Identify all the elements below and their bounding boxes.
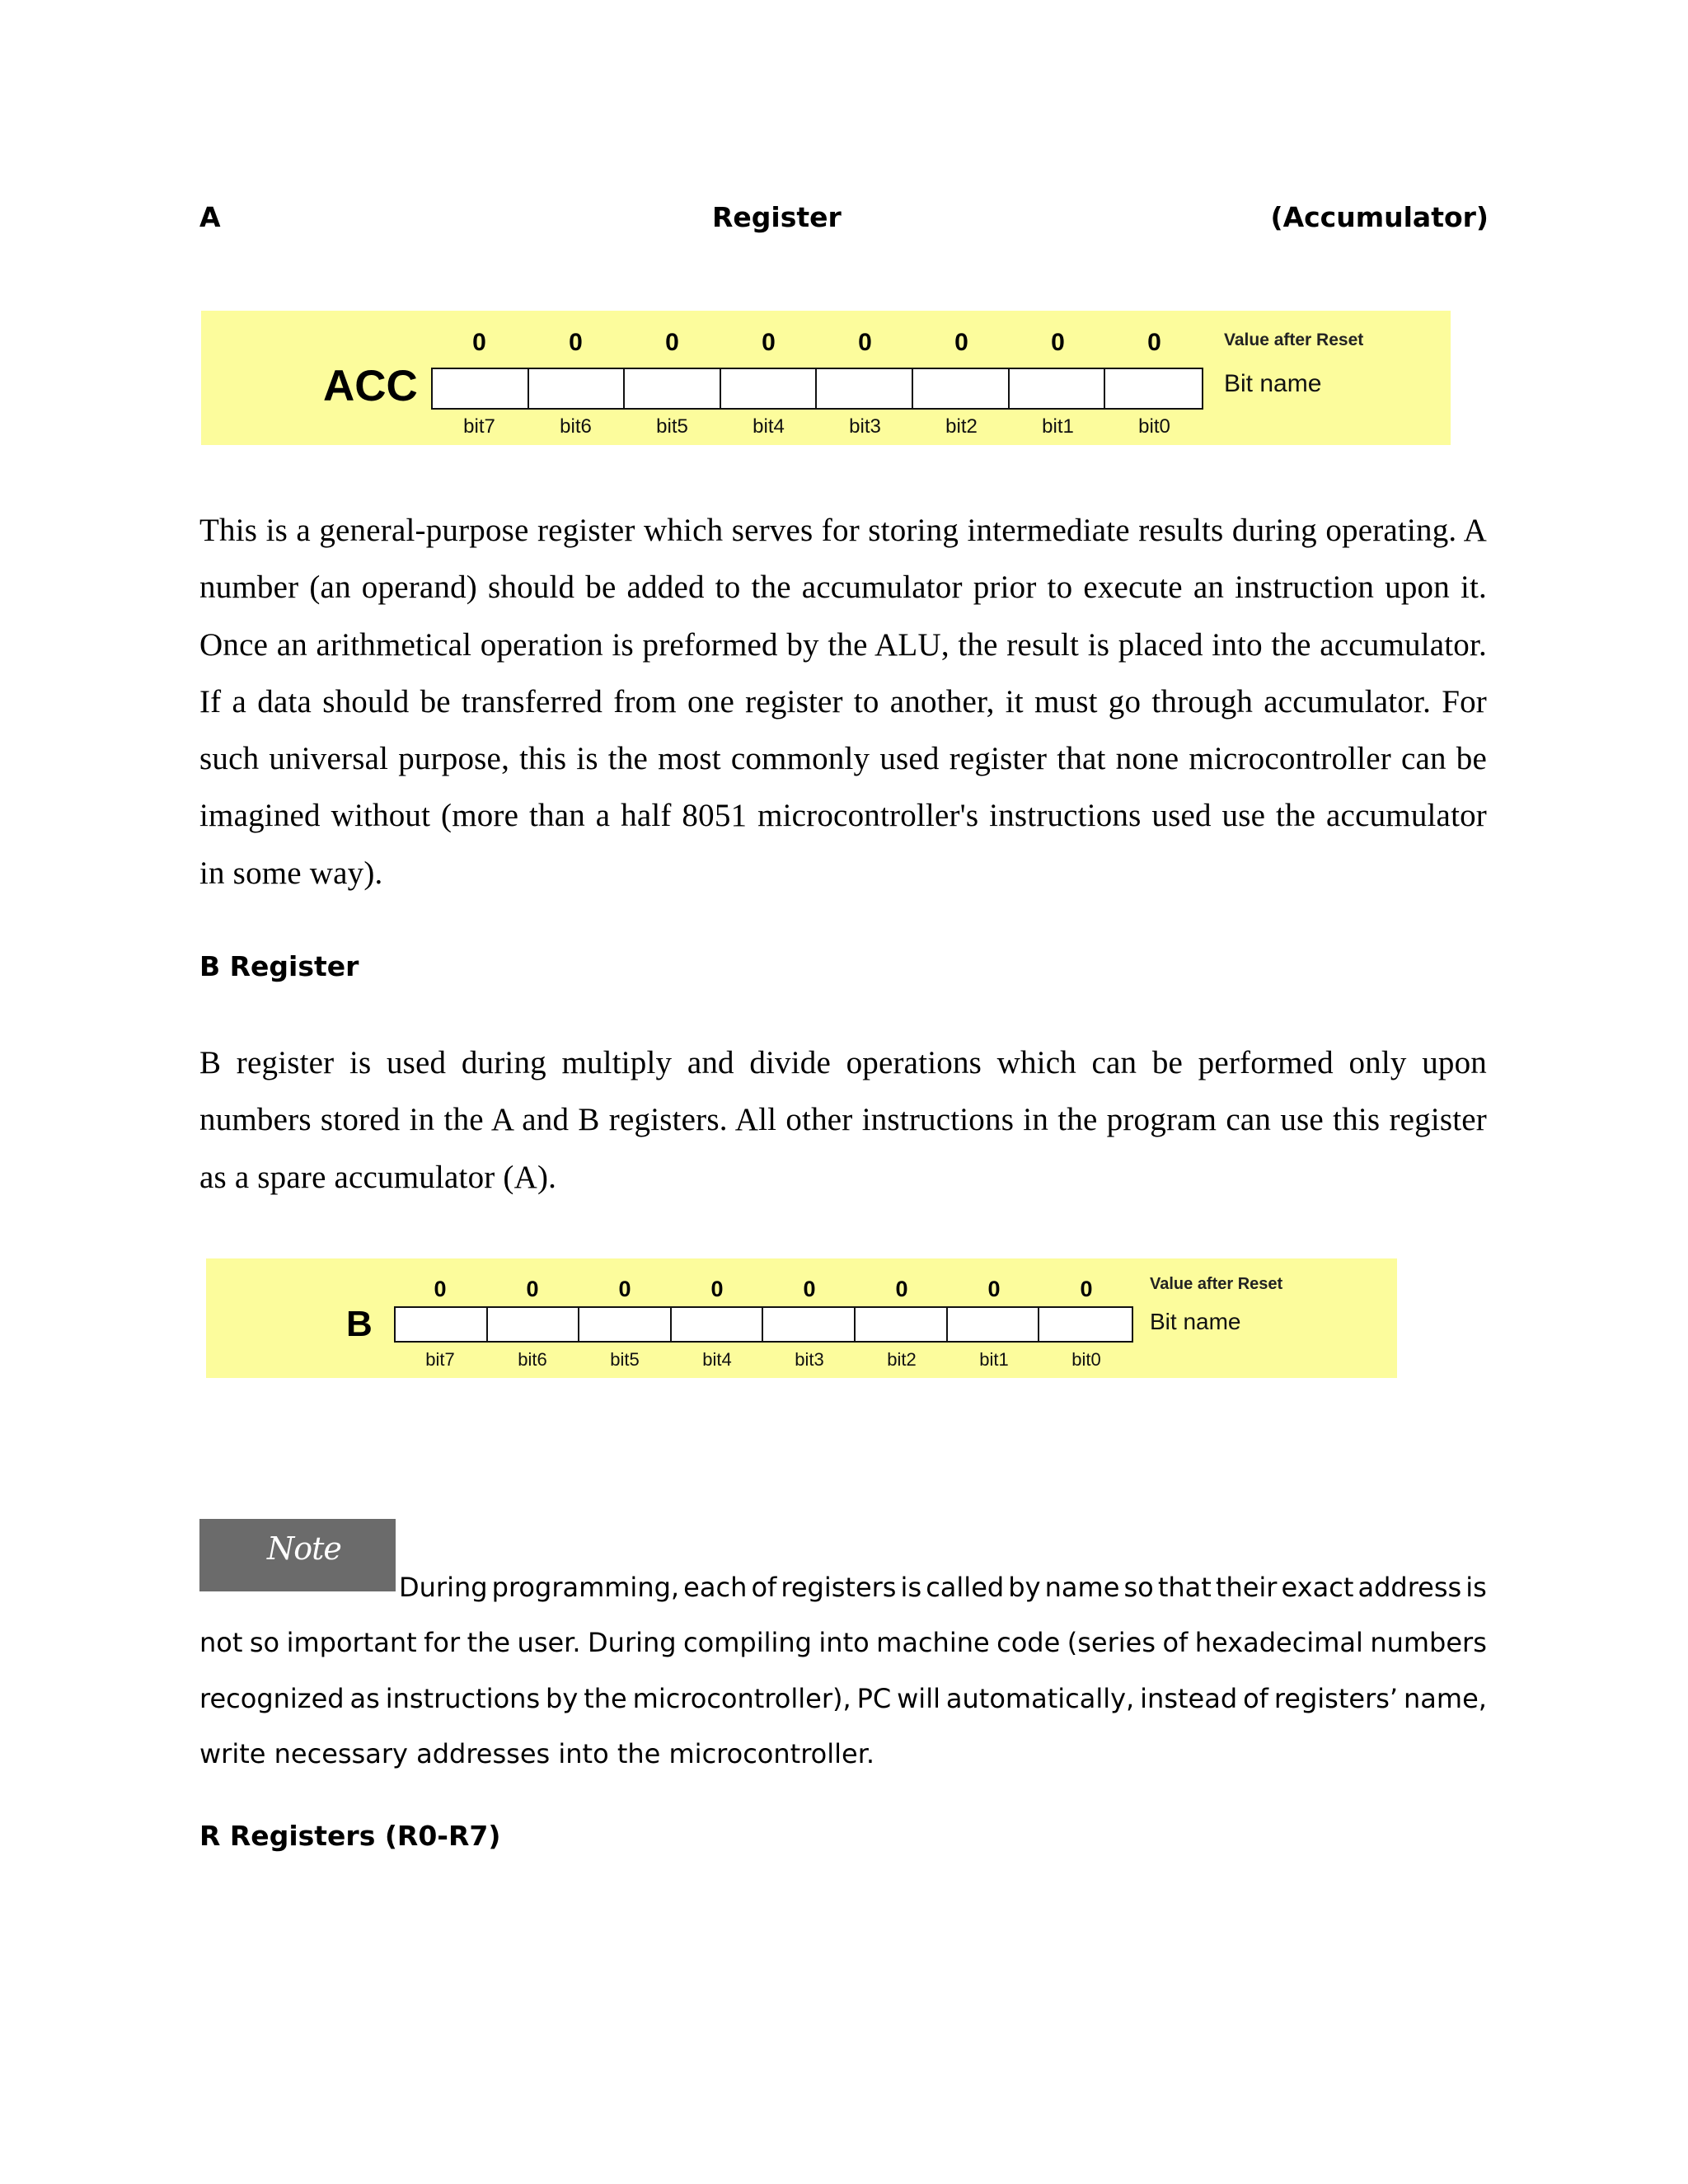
acc-reset-value: 0 (1051, 329, 1065, 356)
b-reset-value: 0 (618, 1277, 631, 1301)
note-badge: Note (199, 1519, 396, 1591)
acc-reset-value: 0 (569, 329, 583, 356)
b-bit-label: bit3 (795, 1349, 824, 1370)
acc-bit-box (721, 369, 818, 408)
acc-register-name: ACC (323, 362, 418, 410)
acc-bit-label: bit3 (849, 415, 881, 438)
acc-reset-value: 0 (472, 329, 486, 356)
acc-bit-box (1105, 369, 1202, 408)
heading-register: Register (712, 201, 842, 233)
acc-value-after-reset-label: Value after Reset (1224, 330, 1364, 349)
note-text-line: During programming, each of registers is called by name so that their exact address is (399, 1572, 1487, 1603)
b-bit-box (579, 1308, 672, 1341)
acc-register-diagram (201, 311, 1451, 445)
b-register-diagram (206, 1258, 1397, 1378)
r-registers-heading: R Registers (R0-R7) (199, 1820, 501, 1852)
b-reset-value: 0 (526, 1277, 539, 1301)
b-bit-name-label: Bit name (1150, 1309, 1241, 1334)
acc-bit-boxes (431, 368, 1203, 410)
acc-reset-values (431, 329, 1203, 357)
note-text-line: write necessary addresses into the microcontroller. (199, 1738, 875, 1769)
b-bit-boxes (394, 1306, 1133, 1343)
b-bit-box (763, 1308, 856, 1341)
acc-bit-box (625, 369, 721, 408)
acc-bit-label: bit7 (463, 415, 495, 438)
b-bit-label: bit0 (1071, 1349, 1101, 1370)
b-bit-label: bit1 (979, 1349, 1009, 1370)
b-register-description: B register is used during multiply and divide operations which can be performed only upon numbers stored in the A and B registers. All other instructions in the program can use this register as a spare accumulator (A). (199, 1045, 1487, 1195)
note-text-line: not so important for the user. During compiling into machine code (series of hexadecimal numbers (199, 1627, 1487, 1658)
b-bit-box (488, 1308, 580, 1341)
b-register-heading: B Register (199, 950, 359, 982)
acc-bit-label: bit0 (1138, 415, 1170, 438)
b-bit-box (948, 1308, 1040, 1341)
b-bit-label: bit5 (610, 1349, 640, 1370)
b-reset-value: 0 (895, 1277, 908, 1301)
acc-reset-value: 0 (858, 329, 872, 356)
heading-accumulator: (Accumulator) (1270, 201, 1489, 233)
b-bit-labels (394, 1348, 1132, 1371)
b-bit-label: bit4 (702, 1349, 732, 1370)
acc-reset-value: 0 (954, 329, 968, 356)
b-reset-value: 0 (987, 1277, 1001, 1301)
accumulator-description: This is a general-purpose register which serves for storing intermediate results during operating. A number (an operand) should be added to the accumulator prior to execute an instruction upon it. Once an arithmetical operation is preformed by the ALU, the result is placed into the accumulator. If a data should be transferred from one register to another, it must go through accumulator. For such universal purpose, this is the most commonly used register that none microcontroller can be imagined without (more than a half 8051 microcontroller's instructions used use the accumulator in some way). (199, 513, 1487, 891)
acc-bit-label: bit2 (945, 415, 978, 438)
b-register-name: B (346, 1304, 373, 1344)
b-bit-box (396, 1308, 488, 1341)
b-bit-label: bit7 (425, 1349, 455, 1370)
acc-bit-box (529, 369, 626, 408)
acc-bit-label: bit6 (560, 415, 592, 438)
acc-reset-value: 0 (1147, 329, 1161, 356)
acc-bit-labels (431, 415, 1203, 438)
acc-bit-box (817, 369, 913, 408)
note-text-line: recognized as instructions by the microcontroller), PC will automatically, instead of registers’ name, (199, 1683, 1487, 1714)
b-bit-box (672, 1308, 764, 1341)
acc-reset-value: 0 (762, 329, 776, 356)
b-reset-value: 0 (434, 1277, 447, 1301)
acc-bit-label: bit4 (753, 415, 785, 438)
b-reset-value: 0 (710, 1277, 724, 1301)
b-bit-box (856, 1308, 948, 1341)
acc-bit-label: bit5 (656, 415, 688, 438)
b-reset-value: 0 (1080, 1277, 1093, 1301)
b-bit-label: bit6 (518, 1349, 547, 1370)
b-bit-box (1039, 1308, 1132, 1341)
acc-bit-box (433, 369, 529, 408)
acc-bit-box (913, 369, 1010, 408)
b-reset-value: 0 (803, 1277, 816, 1301)
heading-a: A (199, 201, 221, 233)
acc-bit-box (1010, 369, 1106, 408)
b-value-after-reset-label: Value after Reset (1150, 1275, 1283, 1293)
acc-bit-label: bit1 (1042, 415, 1074, 438)
acc-bit-name-label: Bit name (1224, 370, 1322, 397)
b-bit-label: bit2 (887, 1349, 917, 1370)
b-reset-values (394, 1275, 1132, 1303)
acc-reset-value: 0 (665, 329, 679, 356)
